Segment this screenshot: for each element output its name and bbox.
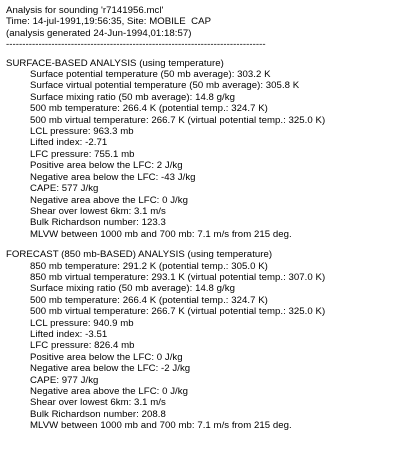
surface-line: Bulk Richardson number: 123.3 [30,217,166,229]
surface-line: MLVW between 1000 mb and 700 mb: 7.1 m/s from 215 deg. [30,228,292,240]
surface-line: LCL pressure: 963.3 mb [30,126,134,138]
surface-line: Surface mixing ratio (50 mb average): 14.8 g/kg [30,91,235,103]
surface-value-list [6,69,418,240]
forecast-line: Lifted index: -3.51 [30,328,108,340]
forecast-line: Positive area below the LFC: 0 J/kg [30,351,183,363]
forecast-line: 500 mb temperature: 266.4 K (potential temp.: 324.7 K) [30,294,268,306]
forecast-line: Shear over lowest 6km: 3.1 m/s [30,397,166,409]
forecast-line: 850 mb virtual temperature: 293.1 K (virtual potential temp.: 307.0 K) [30,271,326,283]
surface-line: Lifted index: -2.71 [30,137,108,149]
surface-line: Negative area above the LFC: 0 J/kg [30,194,189,206]
surface-section-heading: SURFACE-BASED ANALYSIS (using temperature) [6,57,224,69]
time-site-line: Time: 14-jul-1991,19:56:35, Site: MOBILE CAP [6,16,212,28]
surface-line: Positive area below the LFC: 2 J/kg [30,160,183,172]
sounding-analysis-document [6,5,418,432]
forecast-line: 500 mb virtual temperature: 266.7 K (virtual potential temp.: 325.0 K) [30,306,326,318]
forecast-line: Surface mixing ratio (50 mb average): 14.8 g/kg [30,283,235,295]
forecast-line: MLVW between 1000 mb and 700 mb: 7.1 m/s from 215 deg. [30,420,292,432]
spacer [6,240,418,249]
surface-line: LFC pressure: 755.1 mb [30,148,135,160]
document-header [6,5,418,51]
spacer [6,51,418,58]
forecast-line: CAPE: 977 J/kg [30,374,99,386]
forecast-section-heading: FORECAST (850 mb-BASED) ANALYSIS (using temperature) [6,249,273,261]
forecast-line: Bulk Richardson number: 208.8 [30,408,166,420]
surface-line: 500 mb virtual temperature: 266.7 K (virtual potential temp.: 325.0 K) [30,114,326,126]
forecast-value-list [6,261,418,432]
forecast-section [6,249,418,432]
surface-line: CAPE: 577 J/kg [30,183,99,195]
surface-line: Surface potential temperature (50 mb average): 303.2 K [30,69,271,81]
forecast-line: Negative area below the LFC: -2 J/kg [30,363,191,375]
generated-line: (analysis generated 24-Jun-1994,01:18:57) [6,27,192,39]
forecast-line: LFC pressure: 826.4 mb [30,340,135,352]
dashed-divider: -------------------------------------------------------------------------------- [6,39,266,51]
forecast-line: Negative area above the LFC: 0 J/kg [30,386,189,397]
surface-line: Surface virtual potential temperature (50 mb average): 305.8 K [30,80,300,92]
surface-based-section [6,58,418,241]
forecast-line: 850 mb temperature: 291.2 K (potential temp.: 305.0 K) [30,260,268,272]
analysis-title: Analysis for sounding 'r7141956.mcl' [6,5,164,16]
surface-line: 500 mb temperature: 266.4 K (potential temp.: 324.7 K) [30,103,268,115]
surface-line: Shear over lowest 6km: 3.1 m/s [30,205,166,217]
surface-line: Negative area below the LFC: -43 J/kg [30,171,196,183]
forecast-line: LCL pressure: 940.9 mb [30,317,134,329]
